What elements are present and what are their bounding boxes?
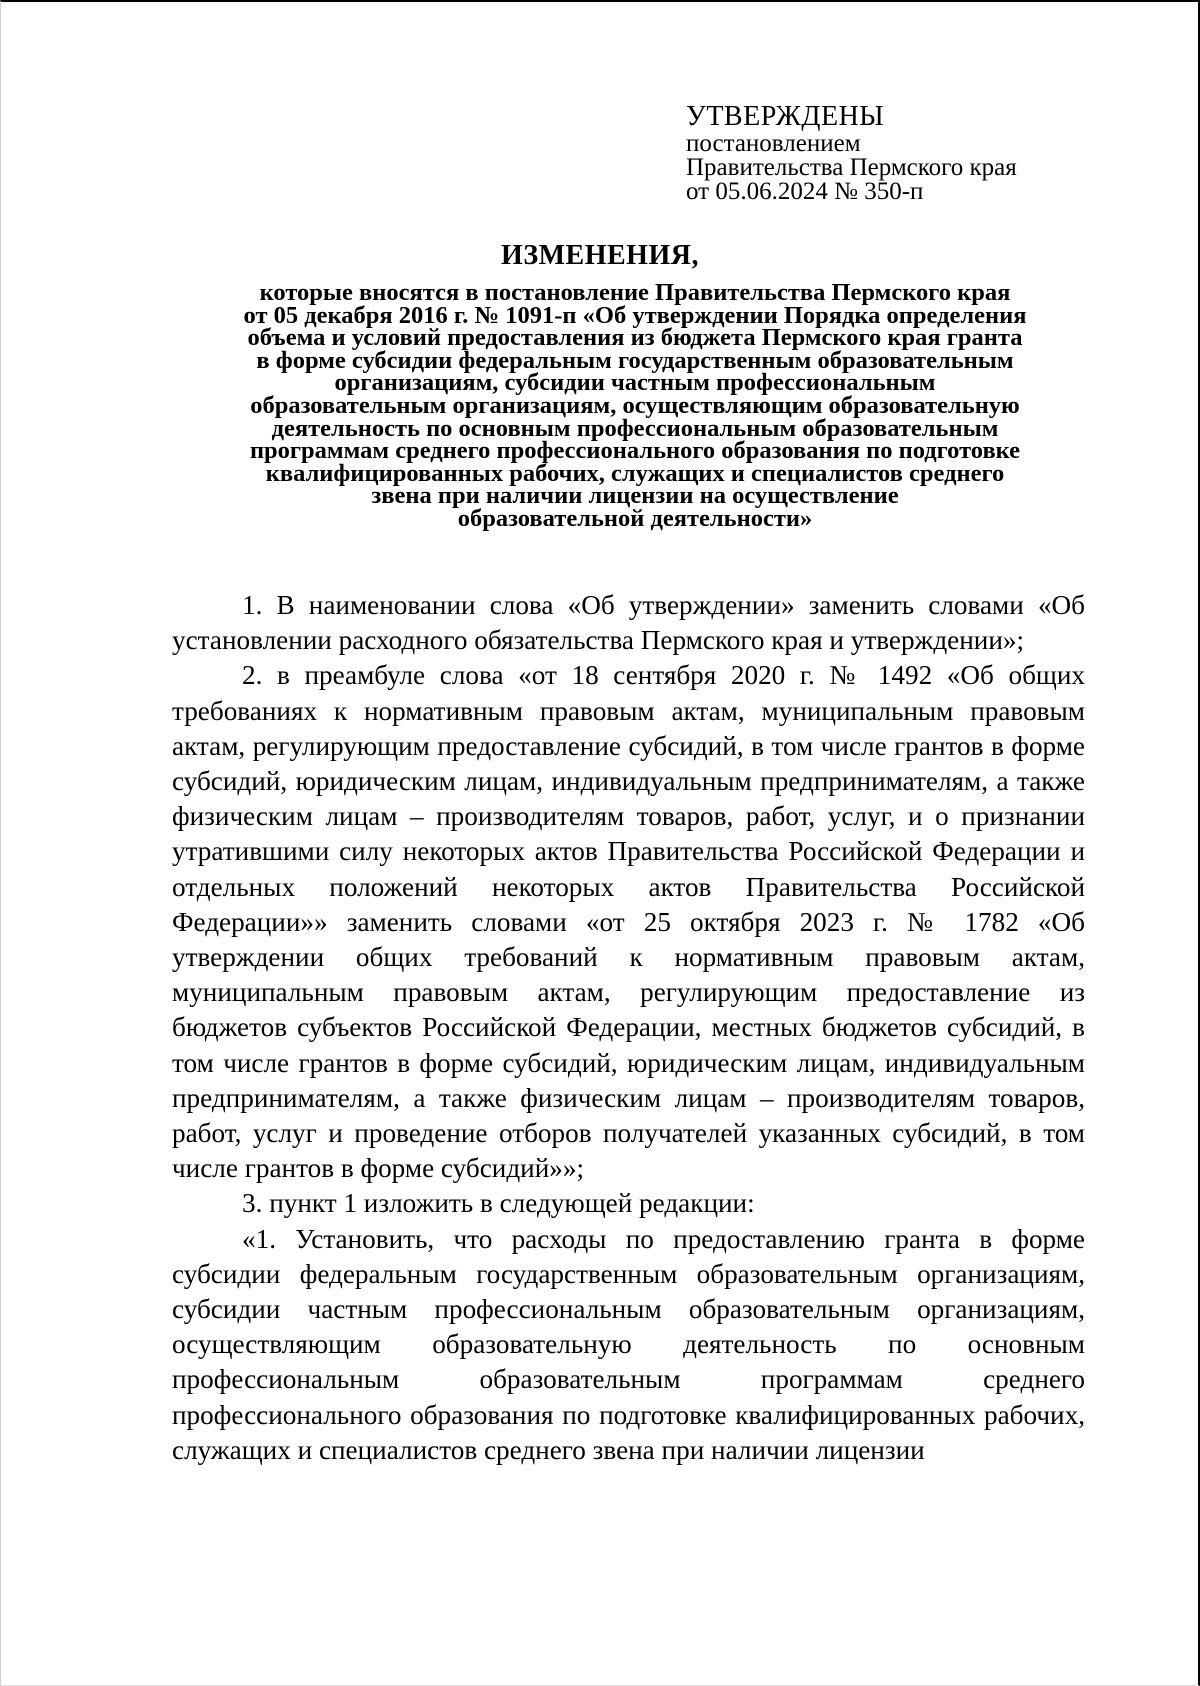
subtitle-line: которые вносятся в постановление Правительства Пермского края xyxy=(259,279,1011,306)
subtitle-line: образовательной деятельности» xyxy=(457,504,813,532)
subtitle-line: в форме субсидии федеральным государственным образовательным xyxy=(256,346,1014,374)
approval-stamp xyxy=(686,102,1106,204)
paragraph-1: 1. В наименовании слова «Об утверждении» заменить словами «Об установлении расходного обязательства Пермского края и утверждении»; xyxy=(172,590,1085,656)
subtitle-line: деятельность по основным профессиональным образовательным xyxy=(271,414,999,442)
approval-title: УТВЕРЖДЕНЫ xyxy=(686,101,885,132)
subtitle-line: организациям, субсидии частным профессиональным xyxy=(334,369,936,397)
paragraph-4: «1. Установить, что расходы по предоставлению гранта в форме субсидии федеральным государственным образовательным организациям, субсидии частным профессиональным образовательным организациям, осуществляющим образовательную деятельность по основным профессиональным образовательным программам среднего профессионального образования по подготовке квалифицированных рабочих, служащих и специалистов среднего звена при наличии лицензии xyxy=(172,1223,1085,1465)
subtitle-line: программам среднего профессионального образования по подготовке xyxy=(249,437,1021,465)
subtitle-line: квалифицированных рабочих, служащих и специалистов среднего xyxy=(265,459,1005,487)
subtitle-line: звена при наличии лицензии на осуществление xyxy=(371,482,899,510)
approval-line-2: Правительства Пермского края xyxy=(686,154,1017,181)
document-body xyxy=(172,588,1085,1468)
document-subtitle xyxy=(170,279,1100,532)
subtitle-line: образовательным организациям, осуществляющим образовательную xyxy=(250,391,1020,419)
approval-line-1: постановлением xyxy=(686,130,861,157)
paragraph-2: 2. в преамбуле слова «от 18 сентября 2020 г. № 1492 «Об общих требованиях к нормативным правовым актам, муниципальным правовым актам, регулирующим предоставление субсидий, в том числе грантов в форме субсидий, юридическим лицам, индивидуальным предпринимателям, а также физическим лицам – производителям товаров, работ, услуг, и о признании утратившими силу некоторых актов Правительства Российской Федерации и отдельных положений некоторых актов Правительства Российской Федерации»» заменить словами «от 25 октября 2023 г. № 1782 «Об утверждении общих требований к нормативным правовым актам, муниципальным правовым актам, регулирующим предоставление из бюджетов субъектов Российской Федерации, местных бюджетов субсидий, в том числе грантов в форме субсидий, юридическим лицам, индивидуальным предпринимателям, а также физическим лицам – производителям товаров, работ, услуг и проведение отборов получателей указанных субсидий, в том числе грантов в форме субсидий»»; xyxy=(172,660,1085,1184)
paragraph-3: 3. пункт 1 изложить в следующей редакции: xyxy=(242,1188,755,1219)
subtitle-line: от 05 декабря 2016 г. № 1091-п «Об утверждении Порядка определения xyxy=(243,301,1027,329)
approval-line-3: от 05.06.2024 № 350-п xyxy=(686,178,924,205)
subtitle-line: объема и условий предоставления из бюджета Пермского края гранта xyxy=(247,324,1023,352)
document-title: ИЗМЕНЕНИЯ, xyxy=(501,240,699,271)
